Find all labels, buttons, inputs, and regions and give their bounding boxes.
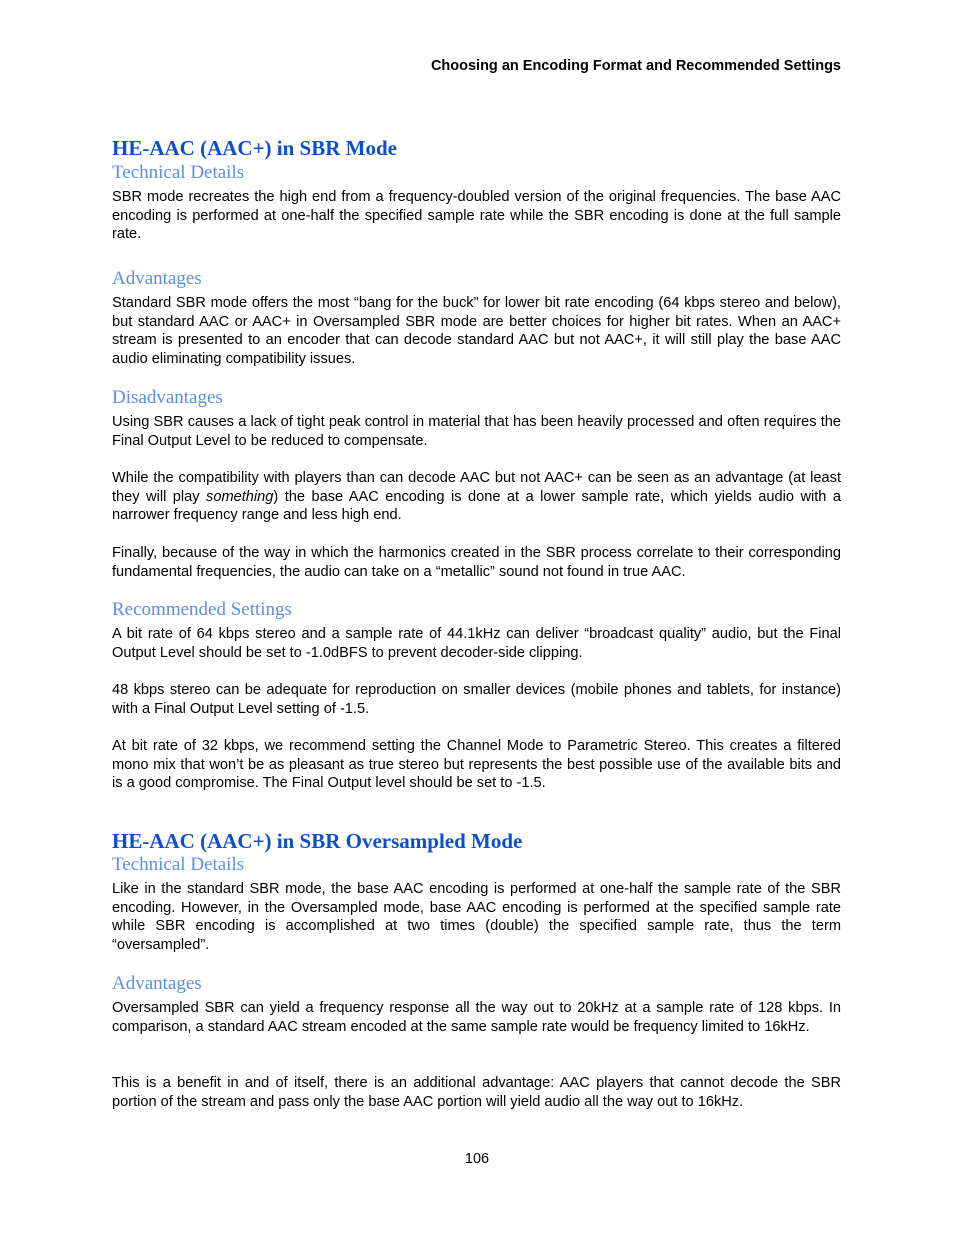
paragraph: A bit rate of 64 kbps stereo and a sample rate of 44.1kHz can deliver “broadcast quality” audio, but the Final Output Level should be set to -1.0dBFS to prevent decoder-side clipping. — [112, 626, 841, 661]
emphasis-text: something — [206, 488, 274, 505]
paragraph: Using SBR causes a lack of tight peak control in material that has been heavily processed and often requires the Final Output Level to be reduced to compensate. — [112, 414, 841, 449]
heading-technical-details: Technical Details — [112, 854, 245, 875]
heading-advantages: Advantages — [112, 268, 202, 289]
paragraph: Finally, because of the way in which the harmonics created in the SBR process correlate to their corresponding fundamental frequencies, the audio can take on a “metallic” sound not found in true AAC. — [112, 545, 841, 580]
heading-disadvantages: Disadvantages — [112, 387, 223, 408]
heading-technical-details: Technical Details — [112, 162, 245, 183]
paragraph: 48 kbps stereo can be adequate for reproduction on smaller devices (mobile phones and tablets, for instance) with a Final Output Level setting of -1.5. — [112, 682, 841, 717]
paragraph: This is a benefit in and of itself, there is an additional advantage: AAC players that cannot decode the SBR portion of the stream and pass only the base AAC portion will yield audio all the way out to 16kHz. — [112, 1075, 841, 1110]
heading-recommended-settings: Recommended Settings — [112, 599, 292, 620]
paragraph: Oversampled SBR can yield a frequency response all the way out to 20kHz at a sample rate of 128 kbps. In comparison, a standard AAC stream encoded at the same sample rate would be frequency limited to 16kHz. — [112, 1000, 841, 1035]
paragraph-text: ) the base AAC encoding is done at a lower sample rate, which yields audio with a narrower frequency range and less high end. — [112, 488, 841, 524]
page-number: 106 — [464, 1151, 490, 1167]
paragraph: Like in the standard SBR mode, the base AAC encoding is performed at one-half the sample rate of the SBR encoding. However, in the Oversampled mode, base AAC encoding is performed at the specified sample rate while SBR encoding is accomplished at two times (double) the specified sample rate, thus the term “oversampled”. — [112, 881, 841, 954]
paragraph: SBR mode recreates the high end from a frequency-doubled version of the original frequencies. The base AAC encoding is performed at one-half the specified sample rate while the SBR encoding is done at the full sample rate. — [112, 189, 841, 243]
heading-advantages: Advantages — [112, 973, 202, 994]
section-title-sbr-oversampled-mode: HE-AAC (AAC+) in SBR Oversampled Mode — [112, 829, 523, 853]
running-header: Choosing an Encoding Format and Recommended Settings — [430, 58, 841, 74]
paragraph: Standard SBR mode offers the most “bang for the buck” for lower bit rate encoding (64 kbps stereo and below), but standard AAC or AAC+ in Oversampled SBR mode are better choices for higher bit rates. When an AAC+ stream is presented to an encoder that can decode standard AAC but not AAC+, it will still play the base AAC audio eliminating compatibility issues. — [112, 295, 841, 368]
paragraph — [112, 469, 841, 525]
paragraph: At bit rate of 32 kbps, we recommend setting the Channel Mode to Parametric Stereo. This creates a filtered mono mix that won’t be as pleasant as true stereo but represents the best possible use of the available bits and is a good compromise. The Final Output level should be set to -1.5. — [112, 738, 841, 792]
section-title-sbr-mode: HE-AAC (AAC+) in SBR Mode — [112, 136, 397, 160]
paragraph-text: While the compatibility with players than can decode AAC but not AAC+ can be seen as an advantage (at least they will play — [112, 470, 841, 505]
